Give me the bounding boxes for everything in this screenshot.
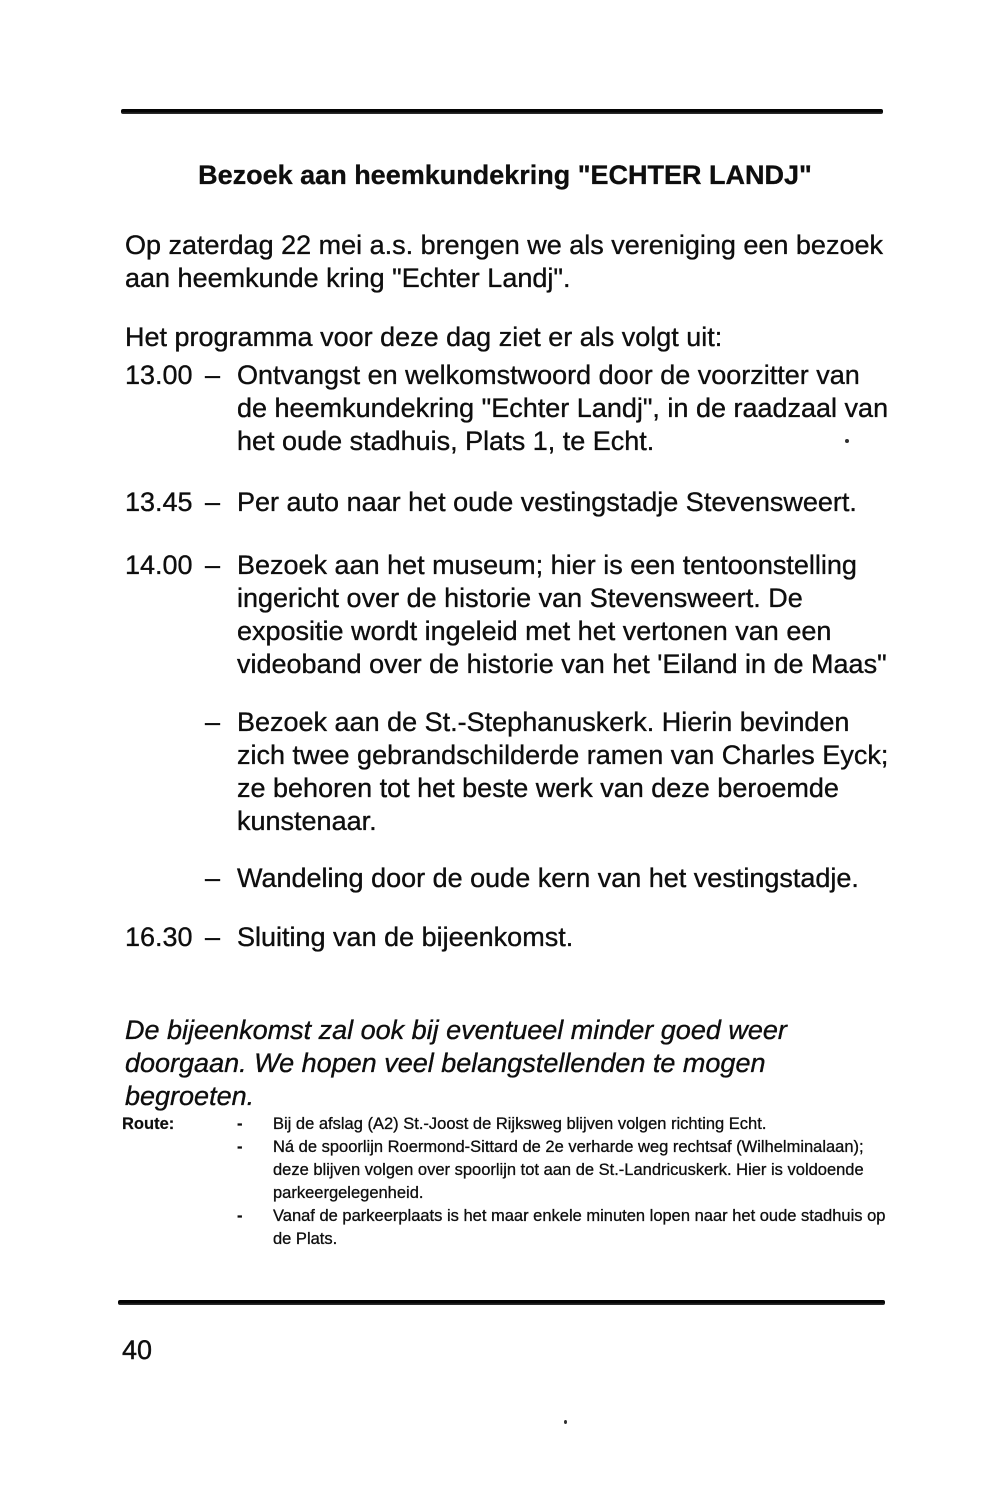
bottom-divider — [118, 1300, 885, 1305]
schedule-text: Sluiting van de bijeenkomst. — [237, 922, 574, 952]
route-item — [237, 1205, 913, 1251]
page-number: 40 — [122, 1335, 153, 1365]
schedule-text: Ontvangst en welkomstwoord door de voorzitter van de heemkundekring "Echter Landj", in de raadzaal van het oude stadhuis, Plats 1, te Echt. — [237, 360, 889, 456]
route-text: Bij de afslag (A2) St.-Joost de Rijksweg blijven volgen richting Echt. — [273, 1115, 767, 1133]
schedule-text: Wandeling door de oude kern van het vestingstadje. — [237, 863, 859, 893]
schedule-dash: – — [205, 707, 221, 737]
route-dash: - — [237, 1207, 243, 1225]
schedule-time: 13.45 — [125, 487, 193, 517]
schedule-dash: – — [205, 550, 221, 580]
schedule-item-wandeling — [125, 862, 889, 895]
scan-speck — [845, 439, 849, 443]
route-text: Ná de spoorlijn Roermond-Sittard de 2e verharde weg rechtsaf (Wilhelminalaan); deze blijven volgen over spoorlijn tot aan de St.-Landricuskerk. Hier is voldoende parkeergelegenheid. — [273, 1138, 864, 1202]
schedule-item-kerk — [125, 706, 889, 838]
schedule-dash: – — [205, 487, 221, 517]
route-label: Route: — [122, 1115, 175, 1133]
top-divider — [121, 109, 883, 114]
route-text: Vanaf de parkeerplaats is het maar enkele minuten lopen naar het oude stadhuis op de Plats. — [273, 1207, 886, 1248]
schedule-dash: – — [205, 863, 221, 893]
article-title: Bezoek aan heemkundekring "ECHTER LANDJ" — [198, 160, 812, 191]
schedule-dash: – — [205, 360, 221, 390]
schedule-text: Per auto naar het oude vestingstadje Stevensweert. — [237, 487, 857, 517]
schedule-time: 13.00 — [125, 360, 193, 390]
schedule-text: Bezoek aan het museum; hier is een tentoonstelling ingericht over de historie van Stevensweert. De expositie wordt ingeleid met het vertonen van een videoband over de historie van het 'Eiland in de Maas" — [237, 550, 887, 679]
schedule-text: Bezoek aan de St.-Stephanuskerk. Hierin bevinden zich twee gebrandschilderde ramen van Charles Eyck; ze behoren tot het beste werk van deze beroemde kunstenaar. — [237, 707, 889, 836]
route-item — [237, 1136, 913, 1205]
route-dash: - — [237, 1115, 243, 1133]
schedule-item-1345 — [125, 486, 889, 519]
route-directions — [237, 1113, 913, 1251]
intro-paragraph: Op zaterdag 22 mei a.s. brengen we als vereniging een bezoek aan heemkunde kring "Echter Landj". — [125, 230, 883, 293]
scan-speck — [564, 1420, 567, 1424]
schedule-dash: – — [205, 922, 221, 952]
route-item — [237, 1113, 913, 1136]
schedule-item-1400 — [125, 549, 889, 681]
weather-note: De bijeenkomst zal ook bij eventueel minder goed weer doorgaan. We hopen veel belangstellenden te mogen begroeten. — [125, 1015, 787, 1111]
route-dash: - — [237, 1138, 243, 1156]
program-lead-in: Het programma voor deze dag ziet er als volgt uit: — [125, 322, 723, 352]
schedule-item-1630 — [125, 921, 889, 954]
schedule-time: 14.00 — [125, 550, 193, 580]
schedule-time: 16.30 — [125, 922, 193, 952]
schedule-item-1300 — [125, 359, 889, 458]
